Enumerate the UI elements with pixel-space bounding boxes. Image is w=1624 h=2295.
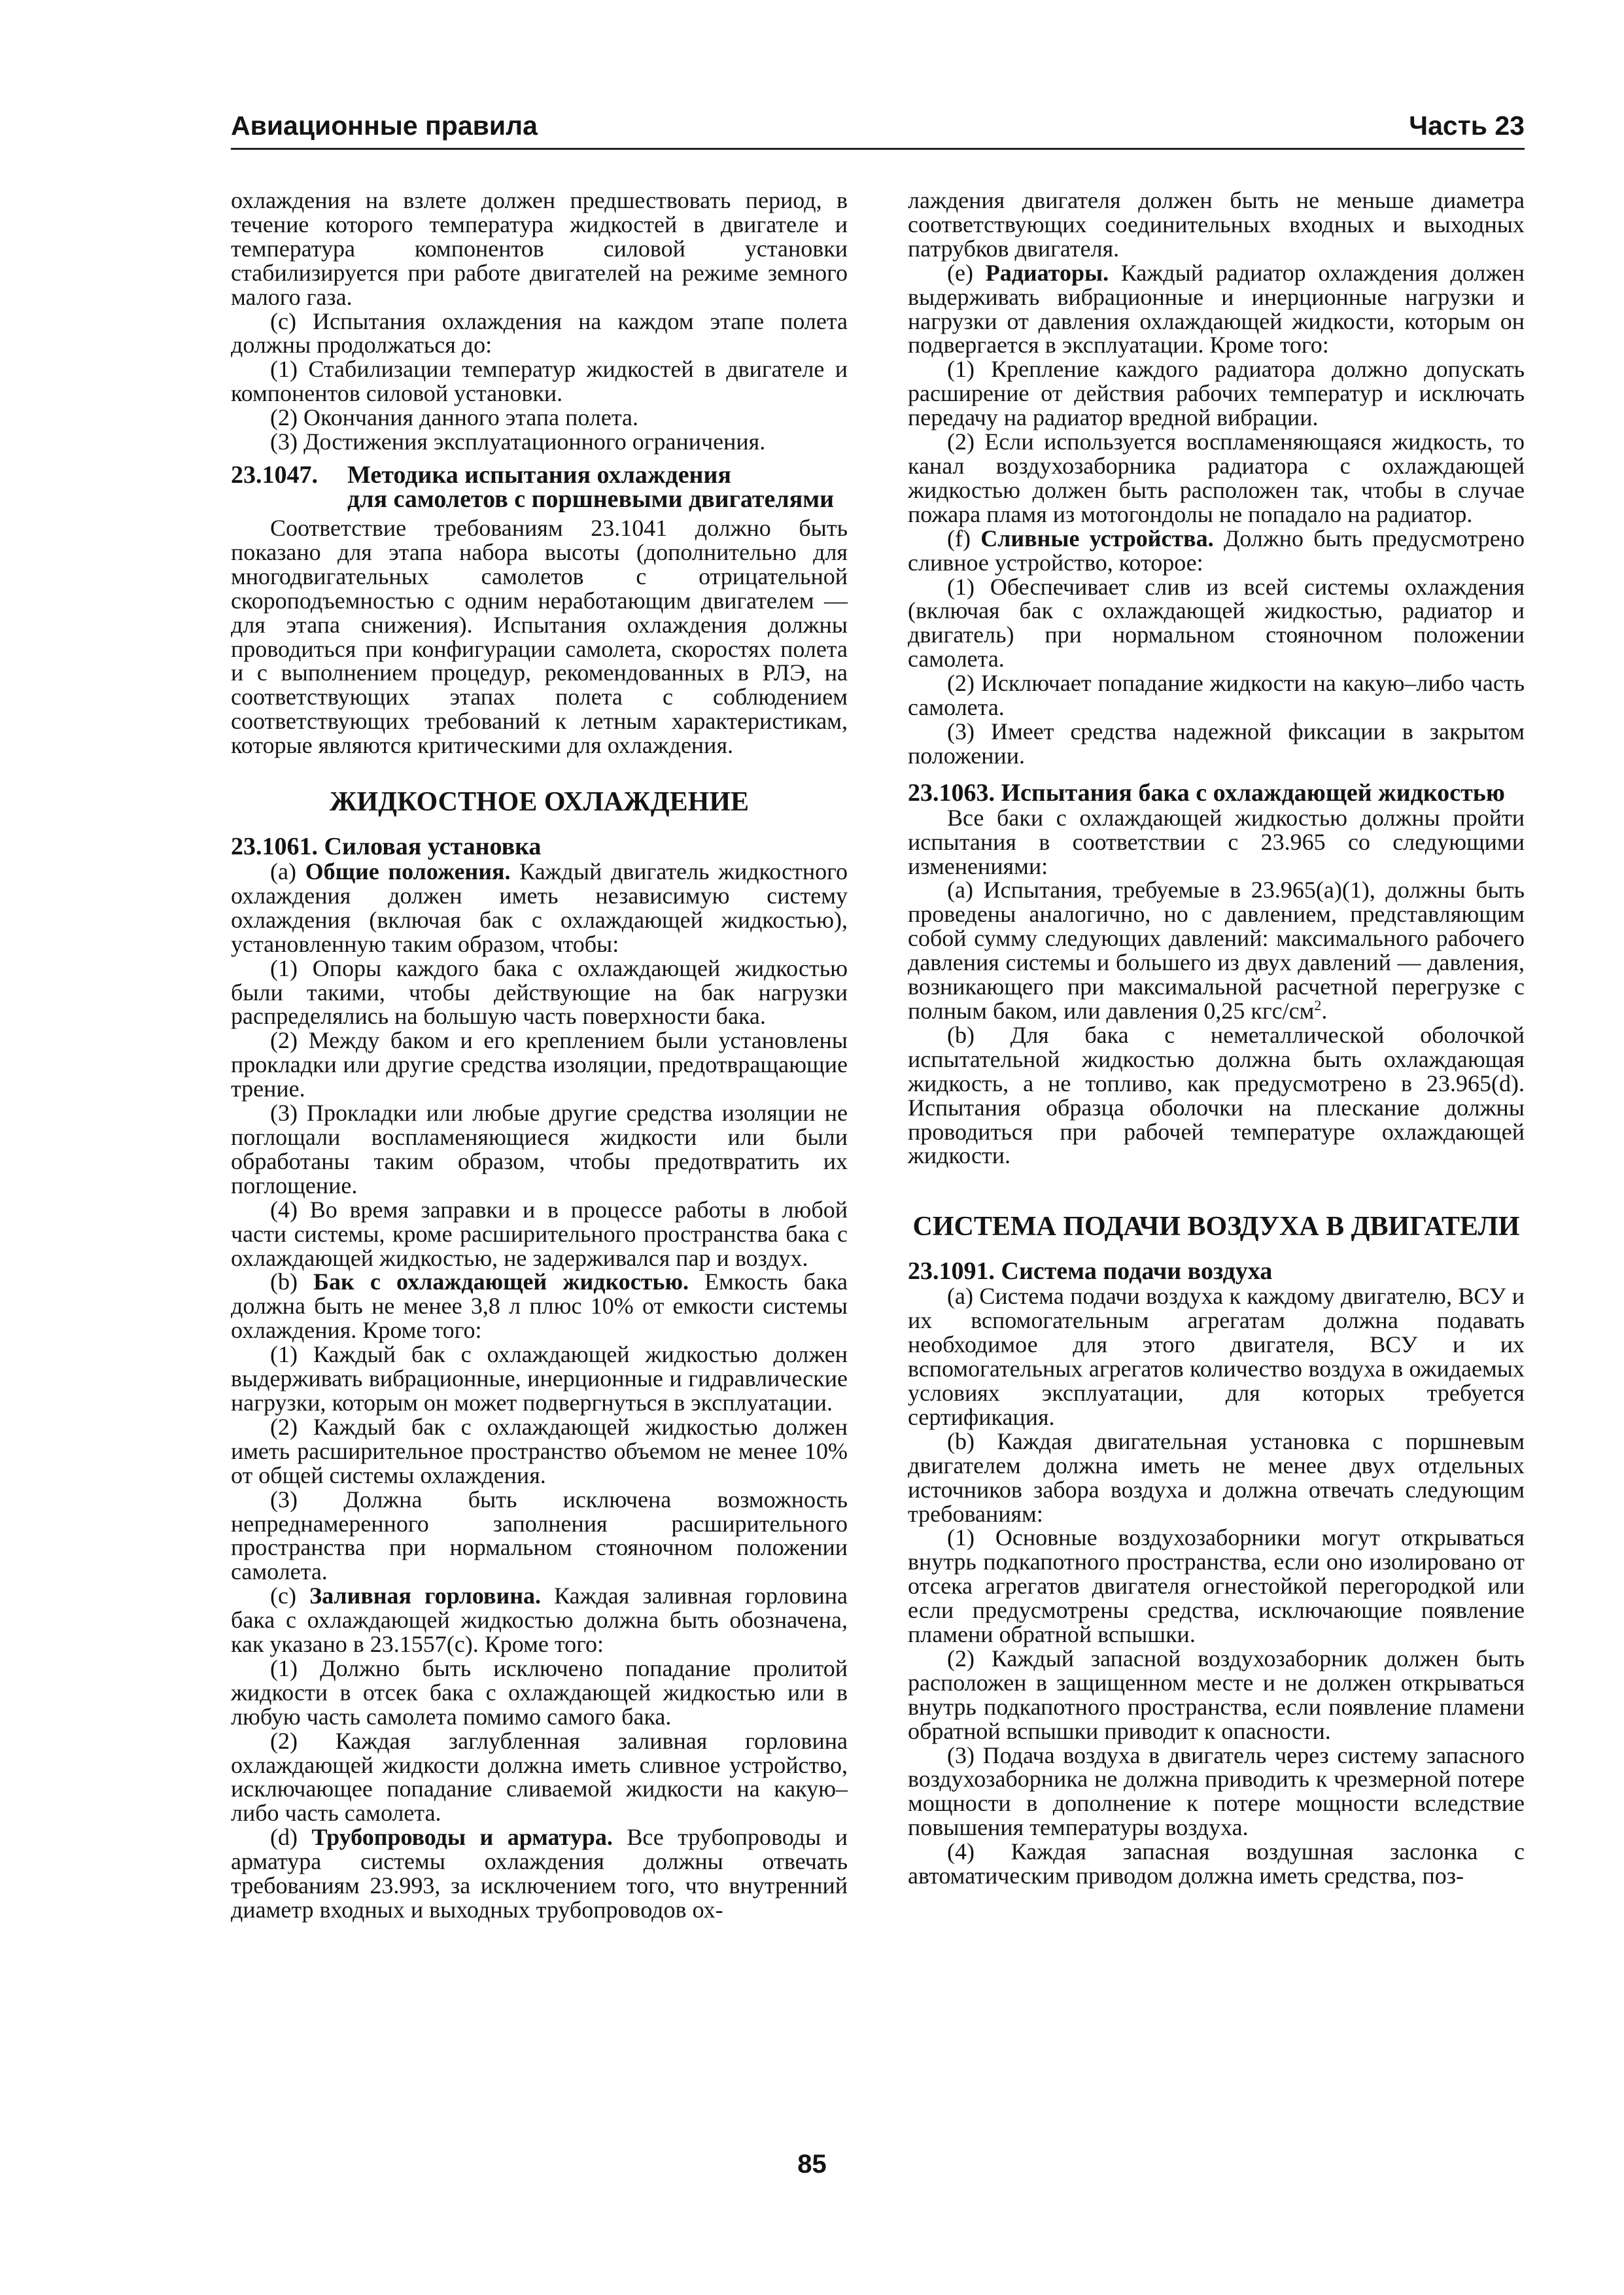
item-prefix: (a) bbox=[270, 858, 305, 885]
list-item: (1) Крепление каждого радиатора должно допускать расширение от действия рабочих температур и исключать передачу на радиатор вредной вибрации. bbox=[908, 356, 1525, 431]
list-item: (2) Окончания данного этапа полета. bbox=[270, 404, 639, 431]
item-prefix: (b) bbox=[270, 1269, 314, 1295]
paragraph bbox=[231, 1825, 848, 1922]
paragraph: Соответствие требованиям 23.1041 должно быть показано для этапа набора высоты (дополнительно для многодвигательных самолетов с отрицательной скороподъемностью с одним неработающим двигателем — для этапа снижения). Испытания охлаждения должны проводиться при конфигурации самолета, скоростях полета и с выполнением процедур, рекомендованных в РЛЭ, на соответствующих этапах полета с соблюдением соответствующих требований к летным характеристикам, которые являются критическими для охлаждения. bbox=[231, 514, 848, 759]
item-prefix: (c) bbox=[270, 1583, 310, 1609]
item-text: Все трубопроводы и арматура системы охлаждения должны отвечать требованиям 23.993, за исключением того, что внутренний диаметр входных и выходных трубопроводов ох- bbox=[231, 1824, 848, 1923]
list-item: (1) Каждый бак с охлаждающей жидкостью должен выдерживать вибрационные, инерционные и гидравлические нагрузки, которым он может подвергнуться в эксплуатации. bbox=[231, 1341, 848, 1416]
chapter-heading: СИСТЕМА ПОДАЧИ ВОЗДУХА В ДВИГАТЕЛИ bbox=[912, 1212, 1520, 1242]
chapter-heading: ЖИДКОСТНОЕ ОХЛАЖДЕНИЕ bbox=[329, 787, 749, 818]
list-item: (3) Имеет средства надежной фиксации в закрытом положении. bbox=[908, 718, 1525, 769]
list-item bbox=[908, 878, 1525, 1023]
item-text: Каждый радиатор охлаждения должен выдерживать вибрационные и инерционные нагрузки и нагрузки от давления охлаждающей жидкости, которым он подвергается в эксплуатации. Кроме того: bbox=[908, 259, 1525, 359]
list-item: (b) Каждая двигательная установка с поршневым двигателем должна иметь не менее двух отдельных источников забора воздуха и должна отвечать следующим требованиям: bbox=[908, 1428, 1525, 1527]
section-heading-23-1063: 23.1063. Испытания бака с охлаждающей жидкостью bbox=[908, 779, 1505, 807]
paragraph bbox=[231, 860, 848, 956]
list-item: (3) Подача воздуха в двигатель через систему запасного воздухозаборника не должна приводить к чрезмерной потере мощности в дополнение к потере мощности вследствие повышения температуры воздуха. bbox=[908, 1742, 1525, 1841]
paragraph: охлаждения на взлете должен предшествовать период, в течение которого температура жидкостей в двигателе и температура компонентов силовой установки стабилизируется при работе двигателей на режиме земного малого газа. bbox=[231, 187, 848, 310]
paragraph bbox=[231, 1584, 848, 1656]
paragraph: Все баки с охлаждающей жидкостью должны пройти испытания в соответствии с 23.965 со следующими изменениями: bbox=[908, 804, 1525, 879]
left-column bbox=[231, 188, 848, 1922]
item-keyword: Трубопроводы и арматура. bbox=[311, 1824, 613, 1851]
section-title-line1: Методика испытания охлаждения bbox=[347, 461, 731, 489]
list-item: (3) Должна быть исключена возможность непреднамеренного заполнения расширительного пространства при нормальном стояночном положении самолета. bbox=[231, 1486, 848, 1585]
list-item: (4) Каждая запасная воздушная заслонка с автоматическим приводом должна иметь средства, поз- bbox=[908, 1838, 1525, 1889]
header-title: Авиационные правила bbox=[231, 111, 538, 141]
item-text: Должно быть предусмотрено сливное устройство, которое: bbox=[908, 525, 1525, 576]
list-item: (3) Прокладки или любые другие средства изоляции не поглощали воспламеняющиеся жидкости или были обработаны таким образом, чтобы предотвратить их поглощение. bbox=[231, 1100, 848, 1199]
item-prefix: (f) bbox=[947, 525, 981, 552]
list-item: (2) Между баком и его креплением были установлены прокладки или другие средства изоляции, предотвращающие трение. bbox=[231, 1027, 848, 1102]
item-text: . bbox=[1321, 998, 1328, 1024]
list-item: (2) Каждый бак с охлаждающей жидкостью должен иметь расширительное пространство объемом не менее 10% от общей системы охлаждения. bbox=[231, 1413, 848, 1488]
list-item: (1) Основные воздухозаборники могут открываться внутрь подкапотного пространства, если оно изолировано от отсека агрегатов двигателя огнестойкой перегородкой или если предусмотрены средства, исключающие появление пламени обратной вспышки. bbox=[908, 1524, 1525, 1648]
paragraph: лаждения двигателя должен быть не меньше диаметра соответствующих соединительных входных и выходных патрубков двигателя. bbox=[908, 187, 1525, 262]
section-heading-23-1047 bbox=[231, 463, 848, 512]
item-keyword: Общие положения. bbox=[305, 858, 511, 885]
section-heading-23-1061: 23.1061. Силовая установка bbox=[231, 833, 542, 861]
item-keyword: Радиаторы. bbox=[985, 259, 1109, 286]
paragraph bbox=[908, 261, 1525, 358]
item-keyword: Заливная горловина. bbox=[309, 1583, 541, 1609]
item-keyword: Сливные устройства. bbox=[980, 525, 1214, 552]
list-item: (1) Должно быть исключено попадание пролитой жидкости в отсек бака с охлаждающей жидкостью или в любую часть самолета помимо самого бака. bbox=[231, 1655, 848, 1730]
item-text: (a) Испытания, требуемые в 23.965(a)(1), должны быть проведены аналогично, но с давлением, представляющим собой сумму следующих давлений: максимального рабочего давления системы и большего из двух давлений — давления, возникающего при максимальной расчетной перегрузке с полным баком, или давления 0,25 кгс/см bbox=[908, 877, 1525, 1024]
list-item: (3) Достижения эксплуатационного ограничения. bbox=[270, 429, 766, 455]
list-item: (b) Для бака с неметаллической оболочкой испытательной жидкостью должна быть охлаждающая жидкость, а не топливо, как предусмотрено в 23.965(d). Испытания образца оболочки на плескание должны проводиться при рабочей температуре охлаждающей жидкости. bbox=[908, 1021, 1525, 1169]
paragraph bbox=[231, 1270, 848, 1342]
item-keyword: Бак с охлаждающей жидкостью. bbox=[313, 1269, 689, 1295]
superscript: 2 bbox=[1314, 997, 1322, 1013]
list-item: (1) Опоры каждого бака с охлаждающей жидкостью были такими, чтобы действующие на бак нагрузки распределялись на большую часть поверхности бака. bbox=[231, 955, 848, 1030]
paragraph bbox=[908, 527, 1525, 575]
list-item: (1) Стабилизации температур жидкостей в двигателе и компонентов силовой установки. bbox=[231, 356, 848, 407]
header-part: Часть 23 bbox=[1409, 111, 1525, 141]
item-prefix: (e) bbox=[947, 259, 986, 286]
section-title-line2: для самолетов с поршневыми двигателями bbox=[347, 485, 835, 513]
section-heading-23-1091: 23.1091. Система подачи воздуха bbox=[908, 1257, 1273, 1286]
list-item: (2) Каждый запасной воздухозаборник должен быть расположен в защищенном месте и не должен открываться внутрь подкапотного пространства, если появление пламени обратной вспышки приводит к опасности. bbox=[908, 1645, 1525, 1744]
right-column bbox=[908, 188, 1525, 1888]
list-item: (2) Каждая заглубленная заливная горловина охлаждающей жидкости должна иметь сливное устройство, исключающее попадание сливаемой жидкости на какую–либо часть самолета. bbox=[231, 1727, 848, 1827]
page-number: 85 bbox=[797, 2150, 827, 2179]
list-item: (2) Исключает попадание жидкости на какую–либо часть самолета. bbox=[908, 670, 1525, 721]
list-item: (2) Если используется воспламеняющаяся жидкость, то канал воздухозаборника радиатора с охлаждающей жидкостью должен быть расположен так, чтобы в случае пожара пламя из мотогондолы не попадало на радиатор. bbox=[908, 429, 1525, 527]
list-item: (a) Система подачи воздуха к каждому двигателю, ВСУ и их вспомогательным агрегатам должна подавать необходимое для этого двигателя, ВСУ и их вспомогательных агрегатов количество воздуха в ожидаемых условиях эксплуатации, для которых требуется сертификация. bbox=[908, 1283, 1525, 1430]
item-prefix: (d) bbox=[270, 1824, 312, 1851]
paragraph: (c) Испытания охлаждения на каждом этапе полета должны продолжаться до: bbox=[231, 307, 848, 359]
item-text: Емкость бака должна быть не менее 3,8 л плюс 10% от емкости системы охлаждения. Кроме того: bbox=[231, 1269, 848, 1344]
section-number: 23.1047. bbox=[231, 461, 318, 489]
page-header bbox=[231, 105, 1525, 150]
item-text: Каждый двигатель жидкостного охлаждения должен иметь независимую систему охлаждения (включая бак с охлаждающей жидкостью), установленную таким образом, чтобы: bbox=[231, 858, 848, 957]
item-text: Каждая заливная горловина бака с охлаждающей жидкостью должна быть обозначена, как указано в 23.1557(c). Кроме того: bbox=[231, 1583, 848, 1658]
list-item: (4) Во время заправки и в процессе работы в любой части системы, кроме расширительного пространства бака с охлаждающей жидкостью, не задерживался пар и воздух. bbox=[231, 1196, 848, 1271]
list-item: (1) Обеспечивает слив из всей системы охлаждения (включая бак с охлаждающей жидкостью, радиатор и двигатель) при нормальном стояночном положении самолета. bbox=[908, 573, 1525, 673]
